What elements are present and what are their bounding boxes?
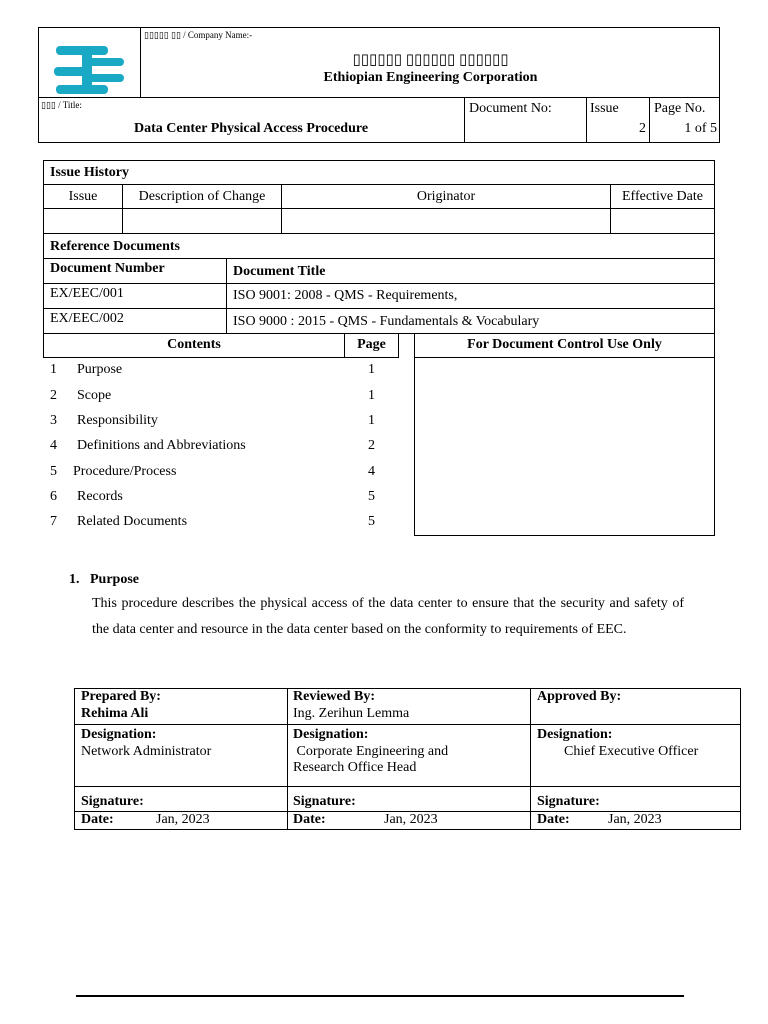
list-item-page: 5: [368, 514, 375, 529]
list-item[interactable]: 7: [50, 514, 57, 529]
issue-history-empty-cell: [281, 208, 611, 234]
document-control-heading: For Document Control Use Only: [467, 337, 662, 352]
reviewed-date-label: Date:: [293, 812, 326, 827]
approved-designation-label: Designation:: [537, 727, 613, 742]
approved-date-label: Date:: [537, 812, 570, 827]
list-item[interactable]: 5: [50, 464, 57, 479]
signoff-divider: [74, 724, 741, 725]
contents-heading: Contents: [167, 337, 221, 352]
list-item[interactable]: 1: [50, 362, 57, 377]
list-item-page: 1: [368, 388, 375, 403]
list-item-label[interactable]: Purpose: [77, 362, 123, 377]
issue-history-empty-cell: [43, 208, 123, 234]
signoff-divider: [74, 786, 741, 787]
reviewed-signature-label: Signature:: [293, 794, 356, 809]
page-no-label: Page No.: [654, 101, 706, 116]
list-item-page: 1: [368, 413, 375, 428]
table-row: EX/EEC/001: [43, 283, 227, 309]
approved-by-label: Approved By:: [537, 689, 622, 704]
contents-heading-cell: [43, 333, 345, 358]
company-native-name: ▯▯▯▯▯▯ ▯▯▯▯▯▯ ▯▯▯▯▯▯: [352, 52, 509, 68]
prepared-designation: Network Administrator: [81, 744, 212, 759]
header-divider: [38, 97, 720, 98]
prepared-date-value: Jan, 2023: [156, 812, 210, 827]
list-item[interactable]: 6: [50, 489, 57, 504]
document-no-label: Document No:: [469, 101, 552, 116]
document-title: Data Center Physical Access Procedure: [133, 121, 369, 136]
list-item-page: 4: [368, 464, 375, 479]
issue-history-heading-row: [43, 160, 715, 185]
list-item-label[interactable]: Procedure/Process: [73, 464, 177, 479]
issue-label: Issue: [590, 101, 619, 116]
purpose-text: This procedure describes the physical access of the data center to ensure that the security and safety of the data center and resource in the data center based on the conformity to requirements of EEC.: [92, 596, 684, 637]
ref-number-col-header: Document Number: [43, 258, 227, 284]
list-item[interactable]: 2: [50, 388, 57, 403]
reviewed-by-name: Ing. Zerihun Lemma: [293, 706, 410, 721]
issue-history-empty-cell: [610, 208, 715, 234]
signoff-divider: [530, 688, 531, 830]
list-item[interactable]: 3: [50, 413, 57, 428]
signoff-divider: [287, 688, 288, 830]
table-row: ISO 9000 : 2015 - QMS - Fundamentals & Vocabulary: [226, 308, 715, 334]
prepared-by-name: Rehima Ali: [81, 706, 149, 721]
page-heading-cell: [344, 333, 399, 358]
list-item-label[interactable]: Related Documents: [77, 514, 188, 529]
reviewed-designation-line2: Research Office Head: [293, 760, 417, 775]
header-divider: [649, 97, 650, 143]
list-item-label[interactable]: Responsibility: [77, 413, 158, 428]
table-row: ISO 9001: 2008 - QMS - Requirements,: [226, 283, 715, 309]
approved-signature-label: Signature:: [537, 794, 600, 809]
prepared-designation-label: Designation:: [81, 727, 157, 742]
reference-heading: Reference Documents: [50, 239, 180, 254]
list-item-label[interactable]: Definitions and Abbreviations: [77, 438, 246, 453]
description-col-header: Description of Change: [122, 184, 282, 209]
reviewed-date-value: Jan, 2023: [384, 812, 438, 827]
footer-rule: [76, 995, 684, 997]
list-item-label[interactable]: Scope: [77, 388, 112, 403]
table-row: EX/EEC/002: [43, 308, 227, 334]
reviewed-designation-label: Designation:: [293, 727, 369, 742]
effective-date-col-header: Effective Date: [610, 184, 715, 209]
company-name: Ethiopian Engineering Corporation: [323, 70, 538, 85]
issue-value: 2: [639, 121, 646, 136]
document-control-divider: [414, 357, 715, 358]
reference-heading-row: [43, 233, 715, 259]
prepared-date-label: Date:: [81, 812, 114, 827]
purpose-body: [92, 591, 684, 643]
prepared-by-label: Prepared By:: [81, 689, 161, 704]
purpose-heading: 1. Purpose: [69, 572, 139, 587]
reviewed-by-label: Reviewed By:: [293, 689, 376, 704]
ref-title-col-header: Document Title: [226, 258, 715, 284]
document-control-box: [414, 333, 715, 536]
list-item[interactable]: 4: [50, 438, 57, 453]
list-item-label[interactable]: Records: [77, 489, 123, 504]
issue-col-header: Issue: [43, 184, 123, 209]
originator-col-header: Originator: [281, 184, 611, 209]
header-divider: [586, 97, 587, 143]
approved-designation: Chief Executive Officer: [564, 744, 699, 759]
page-heading: Page: [357, 337, 386, 352]
prepared-signature-label: Signature:: [81, 794, 144, 809]
issue-history-empty-cell: [122, 208, 282, 234]
list-item-page: 1: [368, 362, 375, 377]
list-item-page: 5: [368, 489, 375, 504]
title-label: ▯▯▯ / Title:: [41, 100, 82, 110]
company-label: ▯▯▯▯▯ ▯▯ / Company Name:-: [144, 30, 253, 40]
reviewed-designation-line1: Corporate Engineering and: [293, 744, 449, 759]
issue-history-heading: Issue History: [50, 165, 129, 180]
list-item-page: 2: [368, 438, 375, 453]
header-divider: [464, 97, 465, 143]
company-logo-icon: [52, 44, 128, 96]
page-no-value: 1 of 5: [684, 121, 717, 136]
approved-date-value: Jan, 2023: [608, 812, 662, 827]
